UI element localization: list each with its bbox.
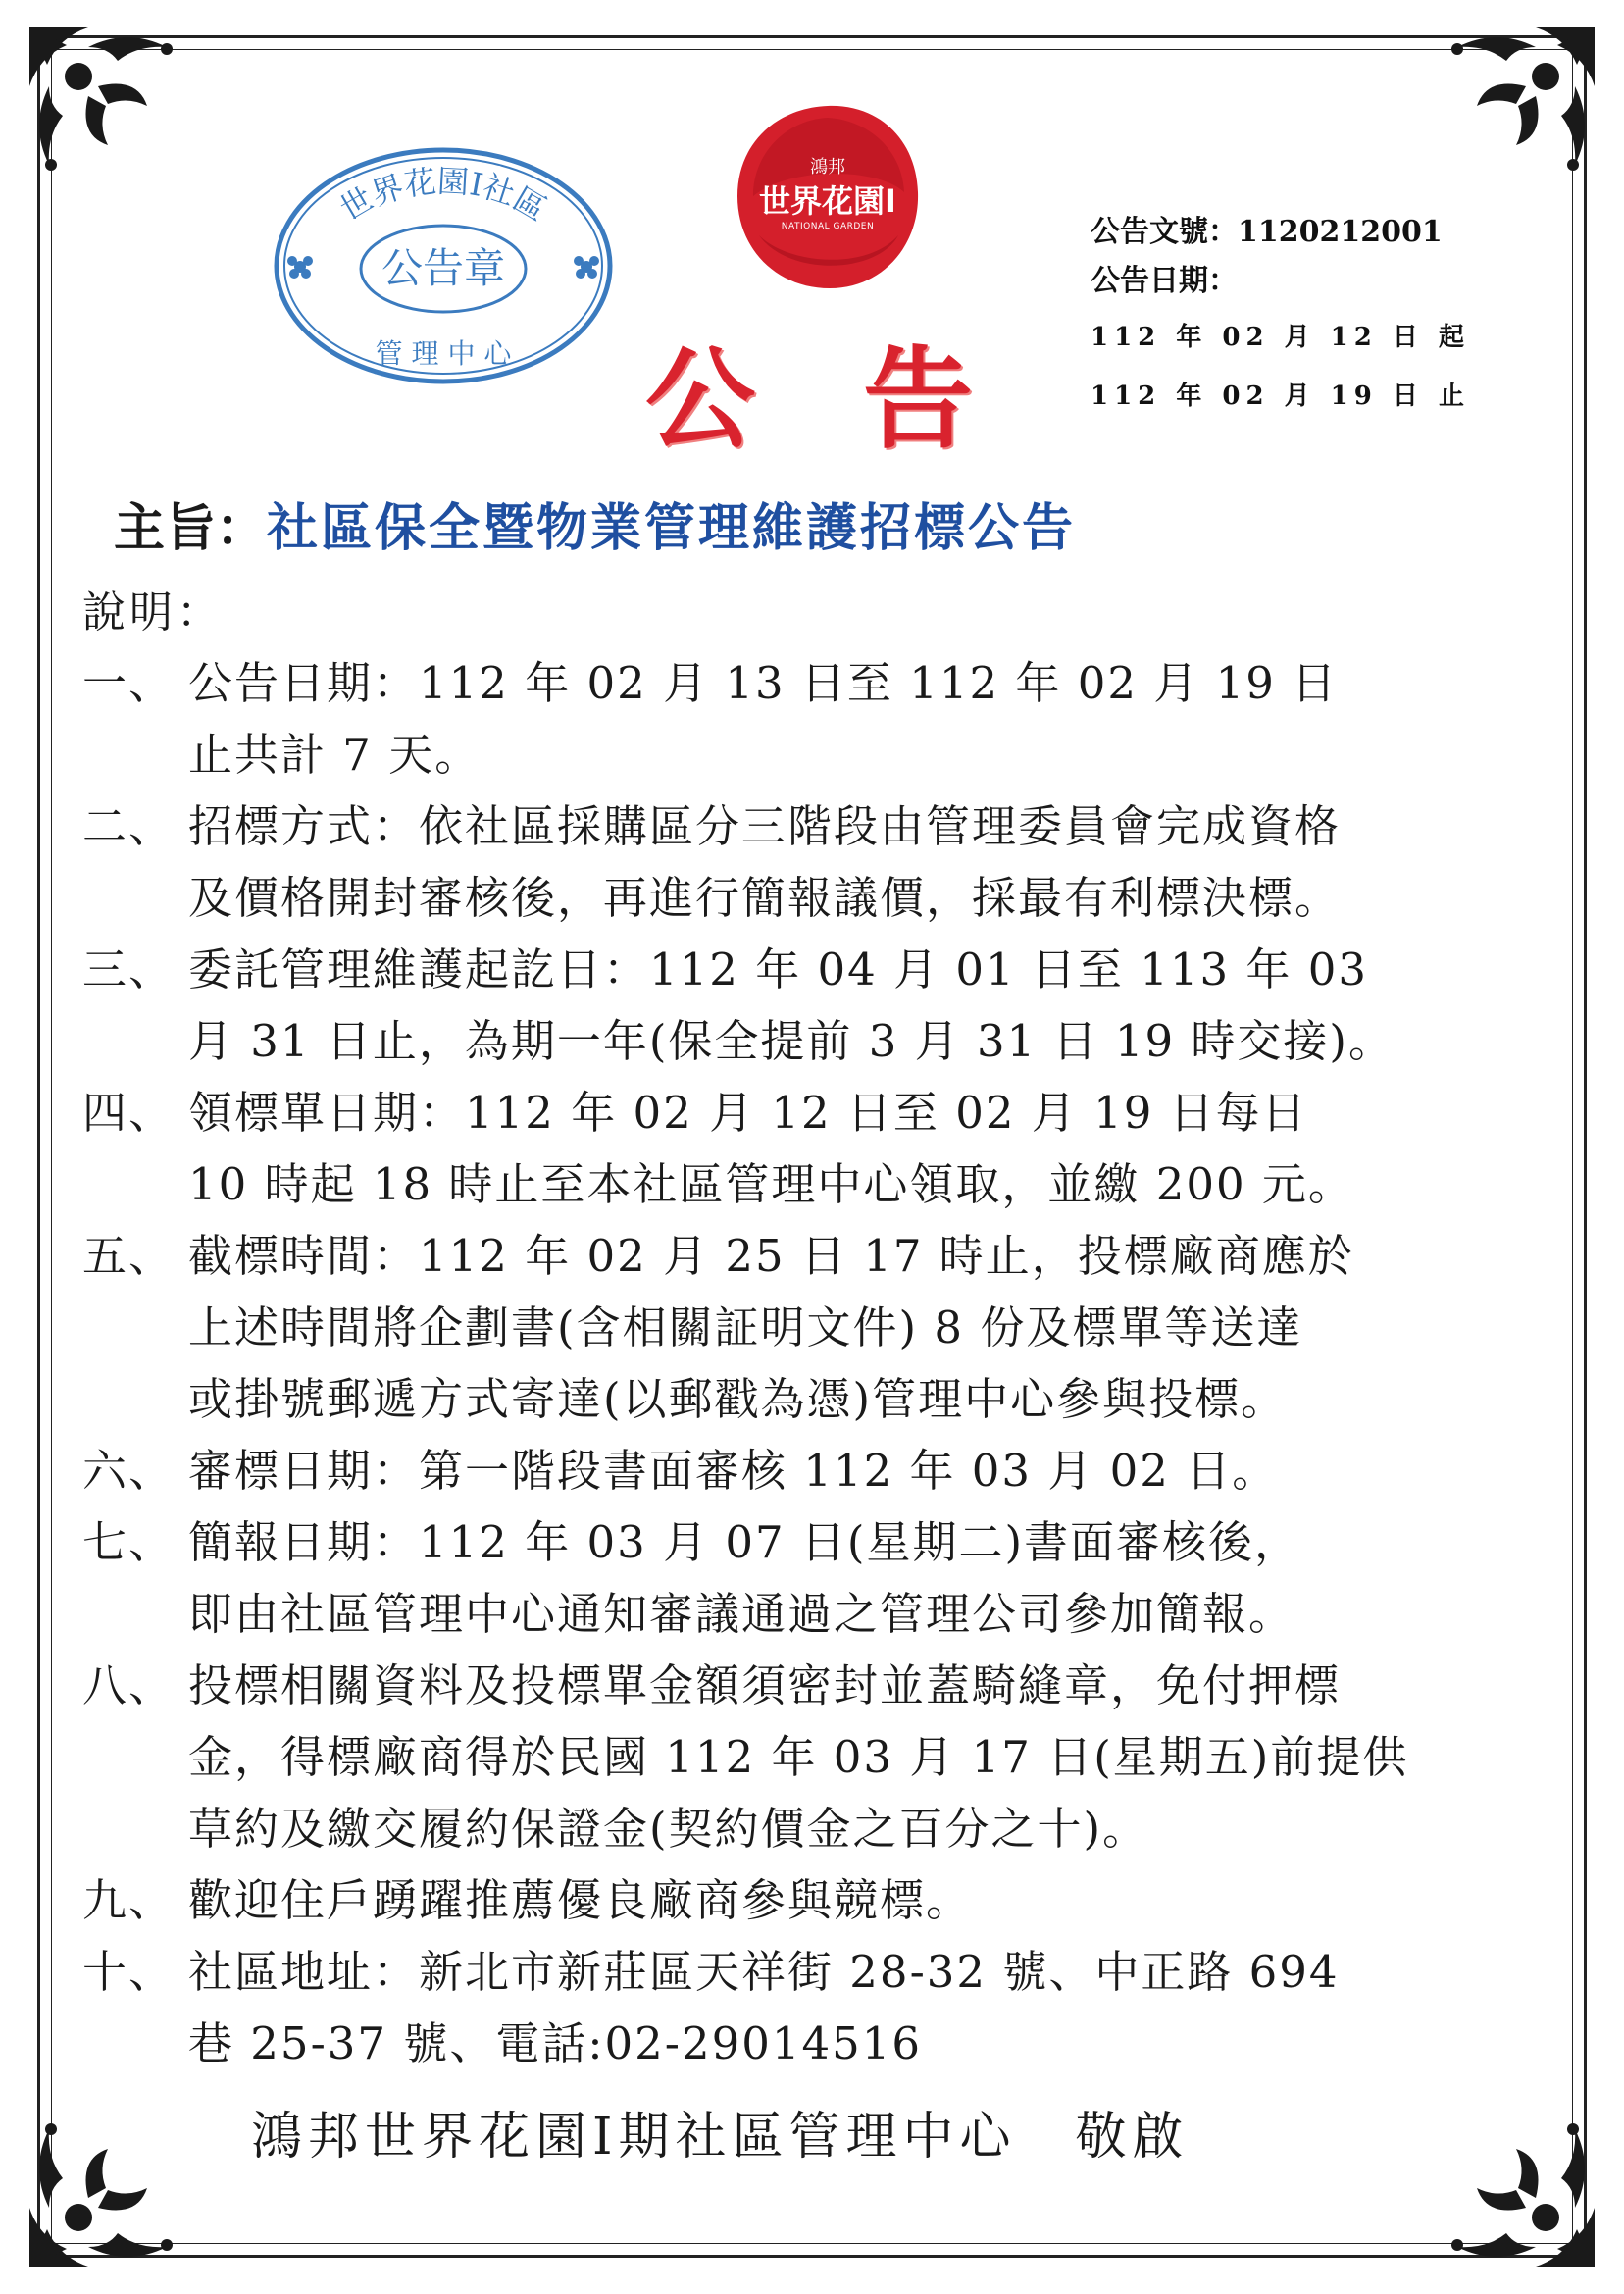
item-number: 四、 (82, 1087, 176, 1139)
item-text-line: 領標單日期：112 年 02 月 12 日至 02 月 19 日每日 (188, 1087, 1308, 1139)
item-text-line: 歡迎住戶踴躍推薦優良廠商參與競標。 (188, 1874, 973, 1926)
item-text-line: 止共計 7 天。 (188, 729, 482, 781)
date-start: 112 年 02 月 12 日 起 (1091, 323, 1470, 352)
date-end: 112 年 02 月 19 日 止 (1091, 382, 1470, 411)
item-text-line: 即由社區管理中心通知審議通過之管理公司參加簡報。 (188, 1588, 1295, 1640)
item-text (188, 1936, 1544, 2079)
item-number: 七、 (82, 1516, 176, 1568)
list-item (82, 1506, 1544, 1650)
list-item (82, 1936, 1544, 2079)
logo-brand-sub: NATIONAL GARDEN (781, 222, 875, 231)
stamp-center-text: 公告章 (381, 244, 506, 292)
item-text-line: 10 時起 18 時止至本社區管理中心領取，並繳 200 元。 (188, 1158, 1354, 1210)
item-text (188, 1435, 1544, 1506)
community-logo (730, 98, 926, 294)
item-text-line: 上述時間將企劃書(含相關証明文件) 8 份及標單等送達 (188, 1301, 1303, 1353)
date-label: 公告日期： (1091, 264, 1238, 298)
item-text (188, 1220, 1544, 1435)
item-text-line: 委託管理維護起訖日：112 年 04 月 01 日至 113 年 03 (188, 943, 1368, 995)
list-item (82, 1864, 1544, 1936)
document-number: 公告文號：1120212001 (1091, 215, 1443, 249)
subject-line (114, 486, 1076, 560)
item-text (188, 790, 1544, 934)
list-item (82, 934, 1544, 1077)
item-text-line: 招標方式：依社區採購區分三階段由管理委員會完成資格 (188, 800, 1342, 852)
item-number: 五、 (82, 1230, 176, 1282)
description-items (82, 647, 1544, 2079)
item-text-line: 金，得標廠商得於民國 112 年 03 月 17 日(星期五)前提供 (188, 1731, 1409, 1783)
corner-ornament-icon (20, 2090, 206, 2276)
subject-label: 主旨： (114, 498, 268, 558)
item-text-line: 簡報日期：112 年 03 月 07 日(星期二)書面審核後， (188, 1516, 1301, 1568)
list-item (82, 1435, 1544, 1506)
item-text-line: 截標時間：112 年 02 月 25 日 17 時止，投標廠商應於 (188, 1230, 1354, 1282)
description-label: 說明： (82, 587, 224, 637)
announcement-title: 公告 (645, 335, 1081, 464)
item-text (188, 1650, 1544, 1864)
item-text-line: 投標相關資料及投標單金額須密封並蓋騎縫章，免付押標 (188, 1659, 1342, 1711)
item-text-line: 社區地址：新北市新莊區天祥街 28-32 號、中正路 694 (188, 1946, 1340, 1998)
announcement-meta (1091, 208, 1470, 424)
item-text-line: 或掛號郵遞方式寄達(以郵戳為憑)管理中心參與投標。 (188, 1373, 1288, 1425)
item-text-line: 審標日期：第一階段書面審核 112 年 03 月 02 日。 (188, 1445, 1279, 1497)
footer-signature (251, 2095, 1190, 2168)
item-text-line: 公告日期：112 年 02 月 13 日至 112 年 02 月 19 日 (188, 657, 1339, 709)
item-text (188, 1506, 1544, 1650)
list-item (82, 790, 1544, 934)
list-item (82, 1077, 1544, 1220)
list-item (82, 647, 1544, 790)
list-item (82, 1650, 1544, 1864)
item-number: 三、 (82, 943, 176, 995)
item-text-line: 月 31 日止，為期一年(保全提前 3 月 31 日 19 時交接)。 (188, 1015, 1395, 1067)
stamp-bottom-text: 管 理 中 心 (375, 337, 512, 370)
item-number: 六、 (82, 1445, 176, 1497)
corner-ornament-icon (20, 18, 206, 204)
announcement-stamp (267, 143, 620, 388)
item-number: 九、 (82, 1874, 176, 1926)
item-text (188, 647, 1544, 790)
corner-ornament-icon (1418, 2090, 1604, 2276)
item-number: 八、 (82, 1659, 176, 1711)
logo-brand-main: 世界花園Ⅰ (759, 182, 896, 220)
list-item (82, 1220, 1544, 1435)
stamp-ring-text: 世界花園Ⅰ社區 (333, 162, 553, 229)
item-text-line: 巷 25-37 號、電話:02-29014516 (188, 2017, 923, 2069)
item-text (188, 1864, 1544, 1936)
item-number: 一、 (82, 657, 176, 709)
footer-organization: 鴻邦世界花園Ⅰ期社區管理中心 (251, 2108, 1017, 2167)
corner-ornament-icon (1418, 18, 1604, 204)
item-number: 十、 (82, 1946, 176, 1998)
logo-brand-small: 鴻邦 (810, 157, 845, 178)
item-text (188, 934, 1544, 1077)
footer-sign-off: 敬啟 (1075, 2108, 1190, 2167)
subject-value: 社區保全暨物業管理維護招標公告 (267, 498, 1077, 558)
item-number: 二、 (82, 800, 176, 852)
item-text-line: 及價格開封審核後，再進行簡報議價，採最有利標決標。 (188, 872, 1342, 924)
item-text-line: 草約及繳交履約保證金(契約價金之百分之十)。 (188, 1803, 1149, 1855)
item-text (188, 1077, 1544, 1220)
